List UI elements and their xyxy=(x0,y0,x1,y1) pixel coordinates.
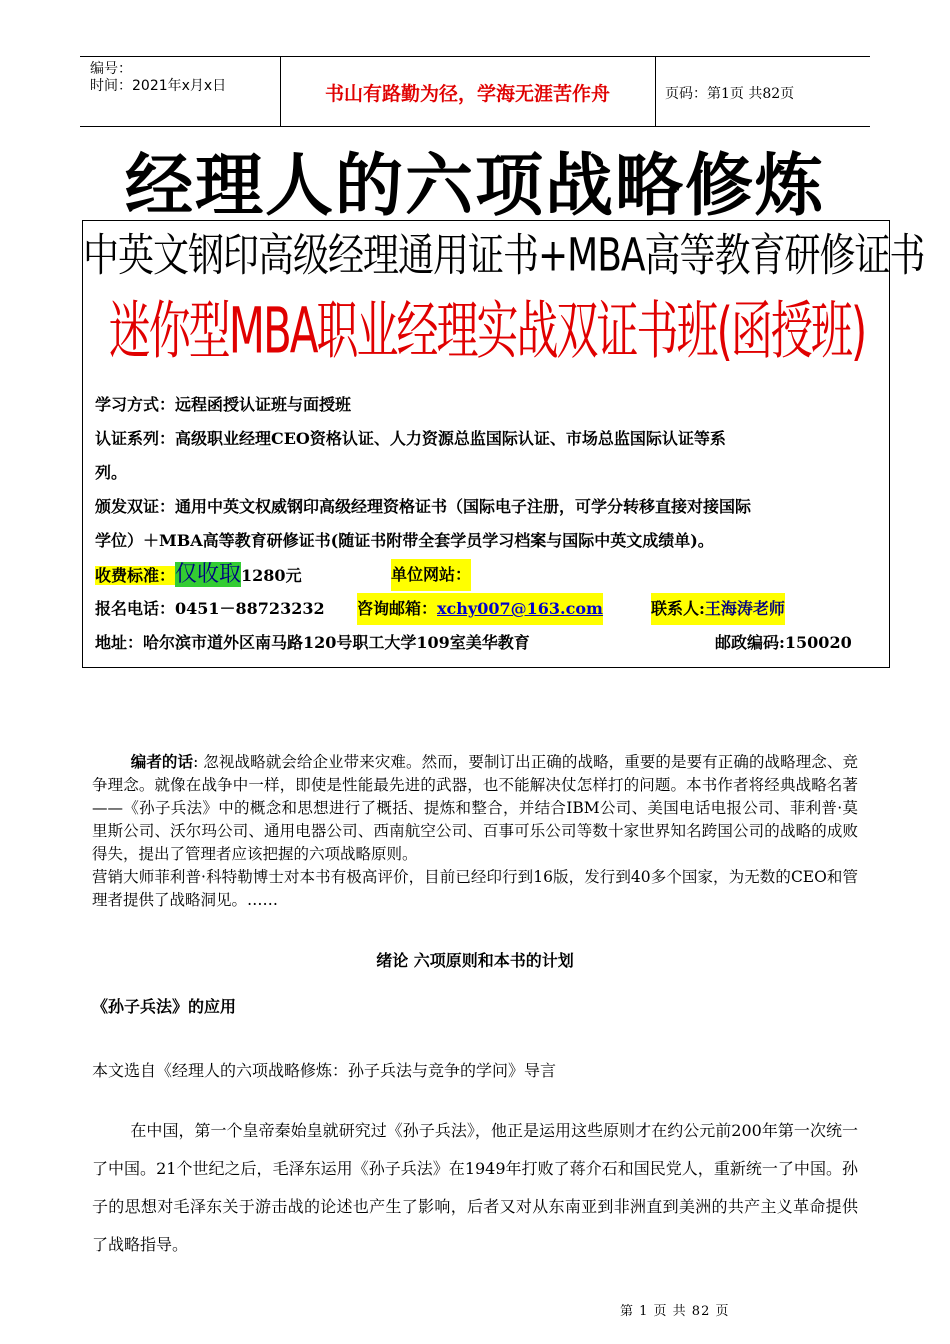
editor-paragraph xyxy=(92,750,858,866)
editor-text: : 忽视战略就会给企业带来灾难。然而，要制订出正确的战略，重要的是要有正确的战略理念、竞争理念。就像在战争中一样，即使是性能最先进的武器，也不能解决仗怎样打的问题。本书作者将经典战略名著——《孙子兵法》中的概念和思想进行了概括、提炼和整合，并结合IBM公司、美国电话电报公司、菲利普·莫里斯公司、沃尔玛公司、通用电器公司、西南航空公司、百事可乐公司等数十家世界知名跨国公司的战略的成败得失，提出了管理者应该把握的六项战略原则。 xyxy=(92,753,858,863)
cert-series-a: 认证系列：高级职业经理CEO资格认证、人力资源总监国际认证、市场总监国际认证等系 xyxy=(95,429,726,448)
contact-label: 联系人: xyxy=(651,599,705,618)
header-meta xyxy=(90,61,226,95)
fee-label: 收费标准： xyxy=(95,566,176,585)
email-link[interactable]: xchy007@163.com xyxy=(437,599,603,618)
cert-series-b: 列。 xyxy=(95,463,128,482)
contact-group xyxy=(651,593,785,625)
certificate-line1: 中英文钢印高级经理通用证书+MBA高等教育研修证书 xyxy=(83,230,925,282)
email-group xyxy=(357,593,603,625)
dual-cert-b: 学位）＋MBA高等教育研修证书(随证书附带全套学员学习档案与国际中英文成绩单)。 xyxy=(95,531,714,550)
fee-row xyxy=(95,559,885,593)
editor-second-paragraph: 营销大师菲利普·科特勒博士对本书有极高评价，目前已经印行到16版，发行到40多个国家，为无数的CEO和管理者提供了战略洞见。…… xyxy=(92,868,858,909)
editor-label: 编者的话 xyxy=(130,752,194,771)
number-label: 编号： xyxy=(90,61,132,77)
website-label: 单位网站： xyxy=(391,559,471,591)
address: 地址：哈尔滨市道外区南马路120号职工大学109室美华教育 xyxy=(95,633,530,652)
study-mode: 学习方式：远程函授认证班与面授班 xyxy=(95,395,352,414)
page-footer: 第 1 页 共 82 页 xyxy=(620,1304,730,1319)
document-title: 经理人的六项战略修炼 xyxy=(124,146,825,226)
fee-highlight: 仅收取 xyxy=(175,562,242,587)
contact-name: 王海涛老师 xyxy=(704,599,785,618)
certificate-line2: 迷你型MBA职业经理实战双证书班(函授班) xyxy=(108,294,866,368)
section-heading: 绪论 六项原则和本书的计划 xyxy=(376,951,574,970)
info-list xyxy=(95,389,885,661)
header-divider xyxy=(655,57,656,126)
postcode: 邮政编码:150020 xyxy=(715,633,852,652)
address-row xyxy=(95,627,885,661)
ad-box xyxy=(82,220,925,668)
header-motto: 书山有路勤为径，学海无涯苦作舟 xyxy=(324,83,610,105)
dual-cert-a: 颁发双证：通用中英文权威钢印高级经理资格证书（国际电子注册，可学分转移直接对接国际 xyxy=(95,497,752,516)
section-subheading: 《孙子兵法》的应用 xyxy=(92,997,237,1016)
phone: 报名电话：0451－88723232 xyxy=(95,599,325,618)
contact-row xyxy=(95,593,885,627)
page-header xyxy=(80,56,870,127)
header-page-label: 页码：第1页 共82页 xyxy=(665,86,795,102)
editor-note xyxy=(92,750,858,912)
time-label: 时间：2021年x月x日 xyxy=(90,78,227,94)
body-paragraph: 在中国，第一个皇帝秦始皇就研究过《孙子兵法》，他正是运用这些原则才在约公元前200年第一次统一了中国。21个世纪之后，毛泽东运用《孙子兵法》在1949年打败了蒋介石和国民党人，重新统一了中国。孙子的思想对毛泽东关于游击战的论述也产生了影响，后者又对从东南亚到非洲直到美洲的共产主义革命提供了战略指导。 xyxy=(92,1121,858,1254)
source-note: 本文选自《经理人的六项战略修炼：孙子兵法与竞争的学问》导言 xyxy=(92,1061,557,1080)
fee-amount: 1280元 xyxy=(241,566,302,585)
email-label: 咨询邮箱： xyxy=(357,599,438,618)
